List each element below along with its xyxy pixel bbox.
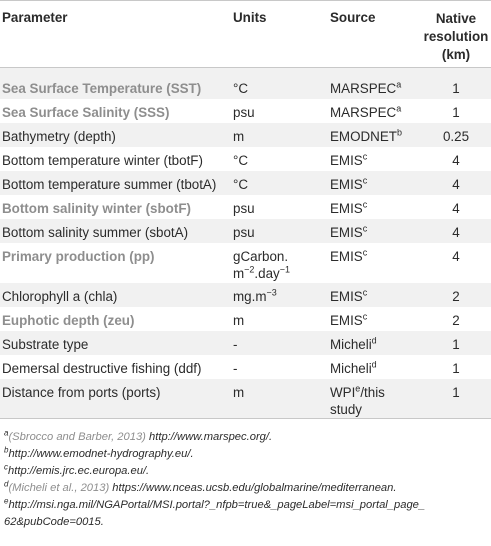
table-row: [0, 219, 491, 243]
cell-source: WPI$^e$/this study: [328, 379, 421, 419]
header-parameter: Parameter: [0, 1, 231, 68]
cell-parameter: Demersal destructive fishing (ddf): [2, 360, 202, 376]
cell-resolution: 1: [421, 379, 491, 419]
cell-resolution: 0.25: [421, 123, 491, 147]
cell-units: °C: [231, 171, 328, 195]
header-native-resolution: Native resolution (km): [421, 1, 491, 68]
cell-units: -: [231, 331, 328, 355]
table-header-row: [0, 1, 491, 68]
cell-parameter: Bottom temperature winter (tbotF): [2, 152, 203, 168]
cell-source: EMODNET$^b$: [328, 123, 421, 147]
table-row: [0, 283, 491, 307]
cell-units: m: [231, 379, 328, 419]
cell-units: $mg.m^{-3}$: [231, 283, 328, 307]
table-row: [0, 355, 491, 379]
cell-parameter: Sea Surface Salinity (SSS): [2, 104, 170, 120]
footnote-e: $^e$http://msi.nga.mil/NGAPortal/MSI.portal?_nfpb=true&_pageLabel=msi_portal_page_ 62&pubCode=0015.: [4, 496, 426, 528]
cell-resolution: 1: [421, 331, 491, 355]
table-row: [0, 147, 491, 171]
cell-resolution: 4: [452, 200, 460, 216]
cell-source: EMIS$^c$: [330, 199, 368, 216]
table-row: [0, 195, 491, 219]
cell-resolution: 4: [421, 171, 491, 195]
cell-units: m: [231, 123, 328, 147]
cell-resolution: 1: [421, 68, 491, 99]
cell-resolution: 4: [452, 248, 460, 264]
cell-parameter: Bottom salinity summer (sbotA): [0, 219, 231, 243]
table-row: [0, 307, 491, 331]
cell-resolution: 2: [421, 283, 491, 307]
cell-units: psu: [233, 200, 255, 216]
cell-source: MARSPEC$^a$: [330, 103, 402, 120]
cell-parameter: Bottom temperature summer (tbotA): [0, 171, 231, 195]
cell-units: °C: [233, 152, 249, 168]
cell-source: EMIS$^c$: [330, 311, 368, 328]
footnote-d: $^d$(Micheli et al., 2013) https://www.nceas.ucsb.edu/globalmarine/mediterranean.: [4, 479, 397, 494]
cell-units: gCarbon. $m^{-2}.day^{-1}$: [233, 248, 290, 281]
cell-units: psu: [231, 219, 328, 243]
cell-parameter: Bottom salinity winter (sbotF): [2, 200, 191, 216]
cell-source: EMIS$^c$: [328, 219, 421, 243]
cell-parameter: Chlorophyll a (chla): [0, 283, 231, 307]
cell-parameter: Primary production (pp): [2, 248, 155, 264]
cell-source: EMIS$^c$: [330, 247, 368, 264]
cell-parameter: Sea Surface Temperature (SST): [0, 68, 231, 99]
cell-parameter: Bathymetry (depth): [0, 123, 231, 147]
cell-units: m: [233, 312, 245, 328]
table-row: [0, 379, 491, 419]
table-row: [0, 331, 491, 355]
cell-source: EMIS$^c$: [328, 283, 421, 307]
cell-source: Micheli$^d$: [328, 331, 421, 355]
table-row: [0, 243, 491, 283]
cell-units: psu: [233, 104, 255, 120]
header-units: Units: [231, 1, 328, 68]
header-source: Source: [328, 1, 421, 68]
cell-resolution: 4: [421, 219, 491, 243]
cell-units: -: [233, 360, 238, 376]
cell-resolution: 4: [452, 152, 460, 168]
cell-parameter: Substrate type: [0, 331, 231, 355]
cell-parameter: Distance from ports (ports): [0, 379, 231, 419]
cell-parameter: Euphotic depth (zeu): [2, 312, 135, 328]
cell-resolution: 1: [452, 104, 460, 120]
table-row: [0, 99, 491, 123]
cell-resolution: 2: [452, 312, 460, 328]
cell-resolution: 1: [452, 360, 460, 376]
cell-source: EMIS$^c$: [328, 171, 421, 195]
table-footnotes: [4, 429, 488, 531]
table-row: [0, 171, 491, 195]
cell-source: EMIS$^c$: [330, 151, 368, 168]
table-row: [0, 68, 491, 99]
footnote-b: $^b$http://www.emodnet-hydrography.eu/.: [4, 445, 194, 460]
table-row: [0, 123, 491, 147]
cell-units: °C: [231, 68, 328, 99]
cell-source: Micheli$^d$: [330, 359, 377, 376]
footnote-c: $^c$http://emis.jrc.ec.europa.eu/.: [4, 462, 150, 477]
footnote-a: $^a$(Sbrocco and Barber, 2013) http://www.marspec.org/.: [4, 428, 273, 443]
cell-source: MARSPEC$^a$: [328, 68, 421, 99]
